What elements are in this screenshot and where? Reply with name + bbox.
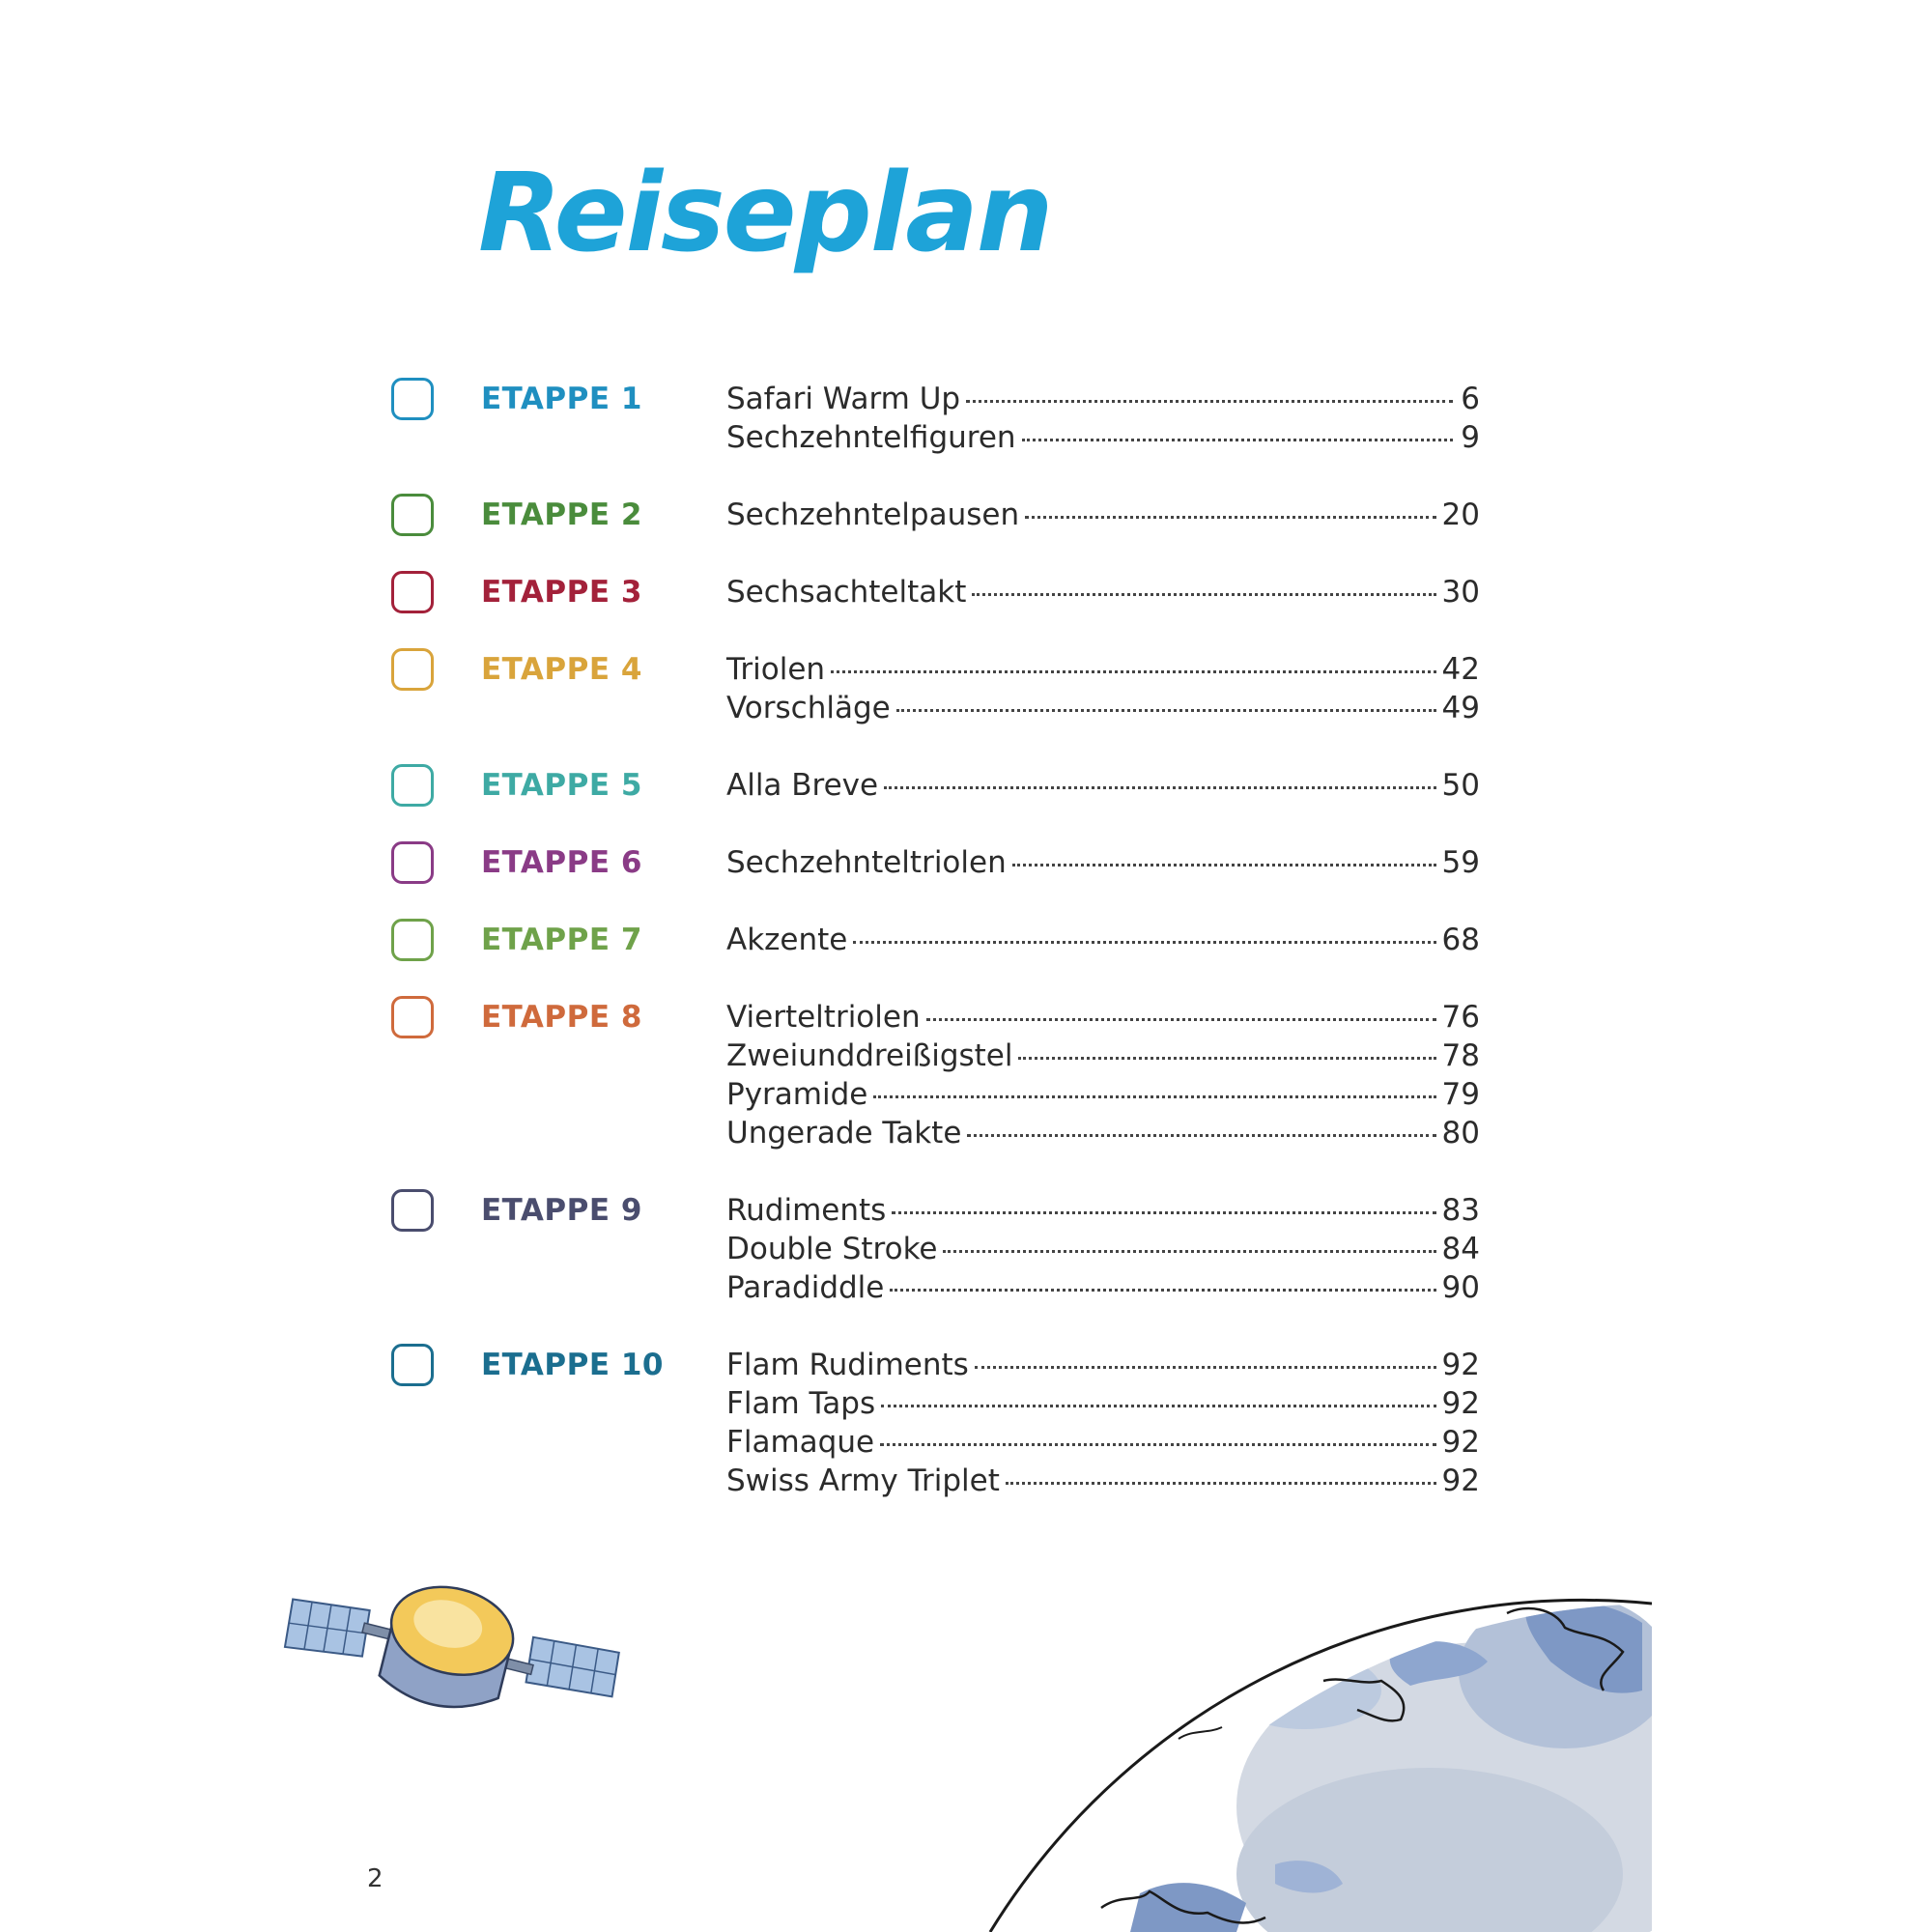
toc-entry-page: 59 <box>1441 845 1480 880</box>
dot-leader <box>975 1366 1436 1369</box>
dot-leader <box>881 1405 1435 1407</box>
toc-entry[interactable] <box>726 1423 1480 1462</box>
toc-entry-page: 76 <box>1441 1000 1480 1035</box>
toc-entry[interactable] <box>726 921 1480 959</box>
toc-entry[interactable] <box>726 380 1480 418</box>
toc-entry[interactable] <box>726 418 1480 457</box>
toc-entry[interactable] <box>726 1384 1480 1423</box>
toc-entry-title: Alla Breve <box>726 768 879 803</box>
toc-entry[interactable] <box>726 998 1480 1037</box>
toc-entry-page: 50 <box>1441 768 1480 803</box>
stage-checkbox[interactable] <box>391 996 434 1038</box>
toc-entry[interactable] <box>726 650 1480 689</box>
toc-entry-page: 92 <box>1441 1386 1480 1421</box>
toc-entry-title: Double Stroke <box>726 1232 938 1266</box>
stage-checkbox[interactable] <box>391 1344 434 1386</box>
dot-leader <box>892 1211 1435 1214</box>
stage-label: ETAPPE 7 <box>481 923 642 957</box>
toc-entry-title: Safari Warm Up <box>726 382 961 416</box>
stage-label: ETAPPE 8 <box>481 1000 642 1035</box>
dot-leader <box>967 1134 1435 1137</box>
dot-leader <box>1006 1482 1436 1485</box>
toc-entry-title: Ungerade Takte <box>726 1116 962 1151</box>
dot-leader <box>1025 516 1435 519</box>
toc-entry-title: Rudiments <box>726 1193 887 1228</box>
toc-entry[interactable] <box>726 1191 1480 1230</box>
stage-checkbox[interactable] <box>391 494 434 536</box>
toc-entry-page: 90 <box>1441 1270 1480 1305</box>
toc-entry[interactable] <box>726 766 1480 805</box>
toc-entry-title: Paradiddle <box>726 1270 885 1305</box>
stage-label: ETAPPE 6 <box>481 845 642 880</box>
toc-entry-title: Flam Rudiments <box>726 1348 969 1382</box>
toc-entry-page: 80 <box>1441 1116 1480 1151</box>
globe-illustration <box>985 1584 1652 1932</box>
toc-entry-title: Sechzehnteltriolen <box>726 845 1007 880</box>
dot-leader <box>1012 864 1436 867</box>
toc-entry-title: Flam Taps <box>726 1386 876 1421</box>
toc-entry[interactable] <box>726 1037 1480 1075</box>
toc-entry-page: 92 <box>1441 1463 1480 1498</box>
toc-entry-title: Triolen <box>726 652 826 687</box>
toc-entry-title: Zweiunddreißigstel <box>726 1038 1013 1073</box>
dot-leader <box>1022 439 1453 441</box>
toc-entry-page: 79 <box>1441 1077 1480 1112</box>
dot-leader <box>966 400 1453 403</box>
toc-entry-page: 20 <box>1441 497 1480 532</box>
dot-leader <box>972 593 1435 596</box>
stage-label: ETAPPE 5 <box>481 768 642 803</box>
toc-entry-page: 78 <box>1441 1038 1480 1073</box>
stage-checkbox[interactable] <box>391 378 434 420</box>
toc-entry[interactable] <box>726 1346 1480 1384</box>
stage-label: ETAPPE 1 <box>481 382 642 416</box>
satellite-illustration <box>280 1575 647 1739</box>
toc-entry-title: Sechzehntelpausen <box>726 497 1020 532</box>
toc-entry-title: Swiss Army Triplet <box>726 1463 1000 1498</box>
toc-entry-title: Vierteltriolen <box>726 1000 921 1035</box>
dot-leader <box>853 941 1435 944</box>
toc-entry-page: 9 <box>1461 420 1480 455</box>
page-title: Reiseplan <box>478 151 1052 276</box>
toc-entry[interactable] <box>726 1230 1480 1268</box>
toc-entry[interactable] <box>726 843 1480 882</box>
stage-checkbox[interactable] <box>391 1189 434 1232</box>
toc-entry[interactable] <box>726 573 1480 611</box>
toc-entry-page: 92 <box>1441 1348 1480 1382</box>
toc-entry-page: 30 <box>1441 575 1480 610</box>
stage-checkbox[interactable] <box>391 648 434 691</box>
toc-entry[interactable] <box>726 689 1480 727</box>
toc-entry[interactable] <box>726 496 1480 534</box>
toc-entry-page: 49 <box>1441 691 1480 725</box>
stage-checkbox[interactable] <box>391 764 434 807</box>
toc-entry-title: Sechsachteltakt <box>726 575 967 610</box>
toc-entry-page: 83 <box>1441 1193 1480 1228</box>
toc-entry-title: Flamaque <box>726 1425 875 1460</box>
stage-label: ETAPPE 3 <box>481 575 642 610</box>
toc-entry-page: 68 <box>1441 923 1480 957</box>
dot-leader <box>896 709 1436 712</box>
stage-checkbox[interactable] <box>391 919 434 961</box>
dot-leader <box>831 670 1436 673</box>
stage-checkbox[interactable] <box>391 841 434 884</box>
dot-leader <box>926 1018 1436 1021</box>
page-number: 2 <box>367 1864 384 1893</box>
toc-entry-page: 84 <box>1441 1232 1480 1266</box>
toc-entry-title: Akzente <box>726 923 848 957</box>
dot-leader <box>943 1250 1435 1253</box>
dot-leader <box>890 1289 1435 1292</box>
dot-leader <box>1018 1057 1435 1060</box>
dot-leader <box>884 786 1435 789</box>
toc-entry-page: 92 <box>1441 1425 1480 1460</box>
dot-leader <box>873 1095 1435 1098</box>
toc-entry-title: Pyramide <box>726 1077 868 1112</box>
stage-label: ETAPPE 4 <box>481 652 642 687</box>
dot-leader <box>880 1443 1436 1446</box>
toc-entry[interactable] <box>726 1462 1480 1500</box>
stage-label: ETAPPE 9 <box>481 1193 642 1228</box>
toc-entry-page: 6 <box>1461 382 1480 416</box>
stage-checkbox[interactable] <box>391 571 434 613</box>
stage-label: ETAPPE 10 <box>481 1348 664 1382</box>
toc-entry[interactable] <box>726 1114 1480 1152</box>
toc-entry[interactable] <box>726 1075 1480 1114</box>
toc-entry-title: Sechzehntelfiguren <box>726 420 1016 455</box>
toc-entry-title: Vorschläge <box>726 691 891 725</box>
stage-label: ETAPPE 2 <box>481 497 642 532</box>
toc-entry-page: 42 <box>1441 652 1480 687</box>
toc-entry[interactable] <box>726 1268 1480 1307</box>
